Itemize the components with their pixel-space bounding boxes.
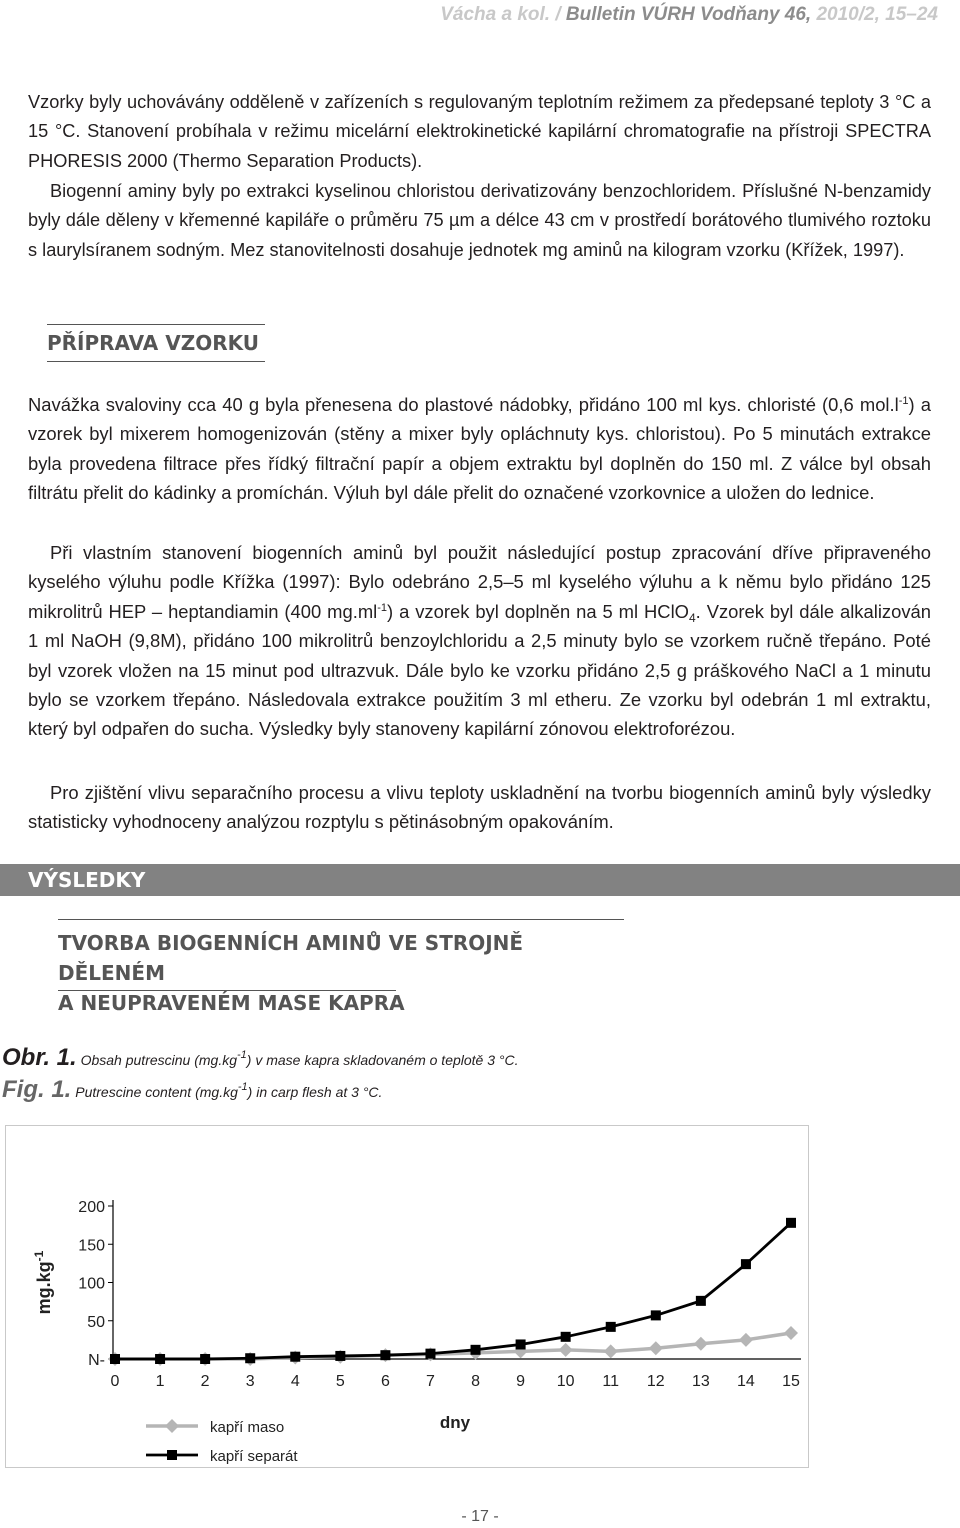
section-title-line-2: A NEUPRAVENÉM MASE KAPRA	[58, 991, 405, 1015]
subsection-heading-sample-prep: PŘÍPRAVA VZORKU	[47, 324, 265, 362]
x-tick-label: 9	[516, 1373, 526, 1390]
sample-prep-p1-text: Navážka svaloviny cca 40 g byla přenesena do plastové nádobky, přidáno 100 ml kys. chloristé (0,6 mol.l	[28, 394, 899, 415]
data-point-series-2	[290, 1352, 300, 1362]
data-point-series-1	[784, 1326, 798, 1340]
data-point-series-2	[471, 1345, 481, 1355]
figure-label-english: Fig. 1.	[2, 1076, 72, 1103]
legend-label: kapří maso	[210, 1419, 285, 1436]
unit-superscript: -1	[237, 1049, 247, 1061]
y-tick-label: 150	[78, 1237, 105, 1255]
x-axis-label: dny	[439, 1413, 471, 1432]
figure-caption-english	[2, 1076, 382, 1104]
data-point-series-1	[604, 1344, 618, 1358]
data-point-series-2	[516, 1339, 526, 1349]
sample-prep-p2-text-end: . Vzorek byl dále alkalizován 1 ml NaOH (9,8M), přidáno 100 mikrolitrů benzoylchloridu a 2,5 minuty bylo se vzorkem ručně třepáno. Poté byl vzorek vložen na 15 minut pod ultrazvuk. Dále bylo ke vzorku přidáno 2,5 g práškového NaCl a 1 minutu bylo se vzorkem třepáno. Následovala extrakce použitím 3 ml etheru. Ze vzorku byl odebrán 1 ml extraktu, který byl odpařen do sucha. Výsledky byly stanoveny kapilární zónovou elektroforézou.	[28, 600, 931, 740]
figure-label-czech: Obr. 1.	[2, 1044, 77, 1071]
data-point-series-2	[245, 1353, 255, 1363]
x-tick-label: 5	[335, 1373, 345, 1390]
legend-swatch-marker	[167, 1450, 177, 1460]
y-axis-label-base: mg.kg	[34, 1261, 54, 1315]
data-point-series-2	[110, 1354, 120, 1364]
y-axis-label	[32, 1250, 54, 1314]
caption-czech-text-cont: ) v mase kapra skladovaném o teplotě 3 °C.	[246, 1052, 519, 1068]
sample-prep-p2-text-cont: ) a vzorek byl doplněn na 5 ml HClO	[387, 600, 689, 622]
y-tick-label: 200	[78, 1199, 105, 1216]
series-line-1	[115, 1333, 791, 1359]
x-tick-label: 8	[471, 1373, 480, 1390]
x-tick-label: 12	[646, 1373, 665, 1390]
data-point-series-2	[696, 1296, 706, 1306]
x-tick-label: 1	[155, 1373, 165, 1390]
x-tick-label: 3	[245, 1373, 255, 1390]
legend-label: kapří separát	[210, 1448, 298, 1465]
y-axis-label-superscript: -1	[32, 1250, 46, 1262]
caption-english-text: Putrescine content (mg.kg	[75, 1084, 238, 1100]
data-point-series-1	[694, 1337, 708, 1351]
formula-subscript: 4	[688, 610, 696, 625]
y-tick-label: 50	[87, 1313, 105, 1331]
running-head-authors: Vácha a kol. /	[440, 4, 566, 25]
data-point-series-2	[425, 1349, 435, 1359]
unit-superscript: -1	[377, 601, 388, 614]
series-line-2	[115, 1223, 791, 1359]
data-point-series-1	[649, 1341, 663, 1355]
section-title-rule	[58, 990, 396, 991]
caption-czech-text: Obsah putrescinu (mg.kg	[80, 1052, 237, 1068]
page-number: - 17 -	[461, 1508, 499, 1525]
data-point-series-2	[200, 1354, 210, 1364]
putrescine-line-chart	[6, 1126, 808, 1467]
data-point-series-2	[786, 1218, 796, 1228]
x-tick-label: 0	[110, 1373, 120, 1390]
y-tick-label: N-	[88, 1352, 105, 1369]
x-tick-label: 15	[782, 1373, 800, 1390]
methods-paragraph-1: Vzorky byly uchovávány odděleně v zařízeních s regulovaným teplotním režimem za předepsané teploty 3 °C a 15 °C. Stanovení probíhala v režimu micelární elektrokinetické kapilární chromatografie na přístroji SPECTRA PHORESIS 2000 (Thermo Separation Products).	[28, 92, 931, 171]
unit-superscript: -1	[898, 395, 909, 407]
x-tick-label: 10	[556, 1373, 575, 1390]
y-tick-label: 100	[78, 1275, 105, 1293]
figure-caption-czech	[2, 1044, 519, 1072]
x-tick-label: 7	[426, 1373, 435, 1390]
x-tick-label: 6	[380, 1373, 390, 1390]
running-head-issue: 2010/2, 15–24	[811, 4, 938, 25]
data-point-series-1	[559, 1343, 573, 1357]
x-tick-label: 11	[602, 1373, 620, 1390]
data-point-series-2	[741, 1259, 751, 1269]
methods-paragraph-2: Biogenní aminy byly po extrakci kyselinou chloristou derivatizovány benzochloridem. Příslušné N-benzamidy byly dále děleny v křemenné kapiláře o průměru 75 µm a délce 43 cm v prostředí borátového tlumivého roztoku s laurylsíranem sodným. Mez stanovitelnosti dosahuje jednotek mg aminů na kilogram vzorku (Křížek, 1997).	[28, 181, 931, 260]
caption-english-text-cont: ) in carp flesh at 3 °C.	[247, 1084, 383, 1100]
sample-prep-paragraph-2	[28, 538, 931, 744]
running-head-journal: Bulletin VÚRH Vodňany 46,	[565, 4, 812, 25]
figure-frame	[5, 1125, 809, 1468]
section-title-line-1: TVORBA BIOGENNÍCH AMINŮ VE STROJNĚ DĚLENÉM	[58, 931, 524, 985]
x-tick-label: 13	[691, 1373, 710, 1390]
unit-superscript: -1	[237, 1081, 248, 1093]
results-heading-bar	[0, 864, 960, 896]
running-head	[440, 4, 938, 26]
sample-prep-p2-text: Při vlastním stanovení biogenních aminů byl použit následující postup zpracování dříve připraveného kyselého výluhu podle Křížka (1997): Bylo odebráno 2,5–5 ml kyselého výluhu a k němu bylo přidáno 125 mikrolitrů HEP – heptandiamin (400 mg.ml	[28, 542, 931, 622]
results-heading: VÝSLEDKY	[28, 868, 146, 892]
data-point-series-2	[155, 1354, 165, 1364]
data-point-series-1	[739, 1333, 753, 1347]
x-tick-label: 14	[737, 1373, 755, 1390]
sample-prep-p1-text-cont: ) a vzorek byl mixerem homogenizován (stěny a mixer byly opláchnuty kys. chloristou). Po 5 minutách extrakce byla provedena filtrace přes řídký filtrační papír a objem extraktu byl doplněn do 150 ml. Z válce byl obsah filtrátu přelit do kádinky a promíchán. Výluh byl dále přelit do označené vzorkovnice a uložen do lednice.	[28, 394, 931, 504]
data-point-series-2	[380, 1350, 390, 1360]
data-point-series-2	[606, 1322, 616, 1332]
sample-prep-paragraph-1	[28, 390, 931, 508]
data-point-series-2	[561, 1332, 571, 1342]
section-title	[58, 919, 624, 1015]
legend-swatch-marker	[165, 1419, 179, 1433]
sample-prep-paragraph-3: Pro zjištění vlivu separačního procesu a vlivu teploty uskladnění na tvorbu biogenních aminů byly výsledky statisticky vyhodnoceny analýzou rozptylu s pětinásobným opakováním.	[28, 782, 931, 833]
data-point-series-2	[335, 1351, 345, 1361]
data-point-series-2	[651, 1310, 661, 1320]
x-tick-label: 2	[200, 1373, 210, 1390]
x-tick-label: 4	[290, 1373, 300, 1390]
